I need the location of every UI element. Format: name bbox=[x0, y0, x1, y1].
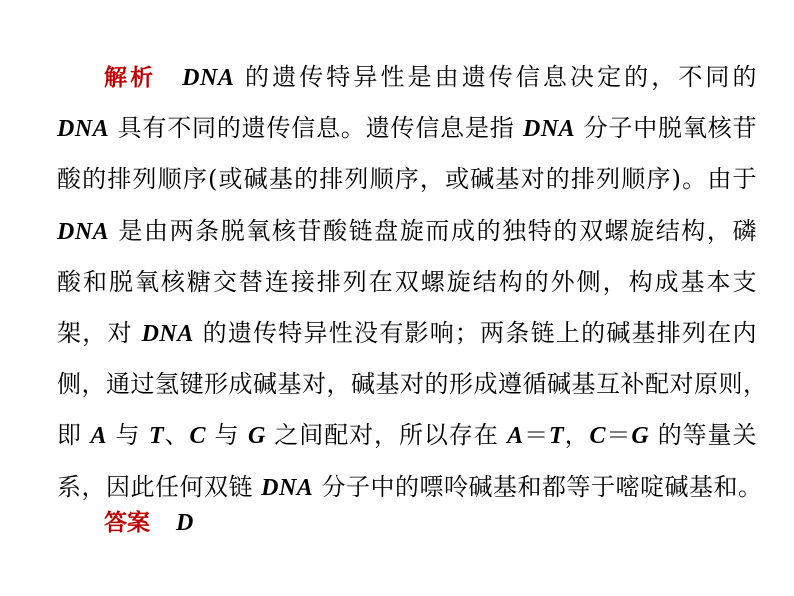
emphasis-term: DNA bbox=[57, 218, 110, 245]
analysis-line-4 bbox=[57, 210, 757, 252]
analysis-line-text bbox=[57, 370, 768, 398]
analysis-line-6 bbox=[57, 312, 757, 354]
emphasis-term: T bbox=[148, 423, 165, 450]
emphasis-term: DNA bbox=[182, 65, 235, 91]
emphasis-term: T bbox=[549, 423, 565, 450]
emphasis-term: G bbox=[248, 423, 266, 450]
analysis-line-1 bbox=[104, 56, 757, 98]
text-run: 即 bbox=[57, 421, 91, 450]
text-run: 、 bbox=[164, 421, 190, 450]
text-run: ， bbox=[564, 421, 590, 450]
analysis-line-2 bbox=[57, 107, 757, 149]
text-run: 侧，通过氢键形成碱基对，碱基对的形成遵循碱基互补配对原则， bbox=[57, 370, 768, 399]
text-run: ＝ bbox=[523, 421, 549, 450]
analysis-line-text bbox=[57, 268, 757, 296]
text-run: 与 bbox=[206, 421, 248, 450]
text-run: ＝ bbox=[606, 421, 632, 450]
text-run: 的遗传特异性没有影响；两条链上的碱基排列在内 bbox=[193, 319, 757, 347]
text-run: 的等量关 bbox=[649, 421, 757, 450]
emphasis-term: G bbox=[631, 423, 650, 450]
answer-row bbox=[104, 501, 193, 543]
emphasis-term: C bbox=[589, 423, 607, 450]
analysis-line-5 bbox=[57, 261, 757, 303]
text-run: 分子中的嘌呤碱基和都等于嘧啶碱基和。 bbox=[313, 472, 763, 501]
analysis-line-text bbox=[182, 63, 757, 91]
text-run: 具有不同的遗传信息。遗传信息是指 bbox=[109, 114, 524, 143]
emphasis-term: DNA bbox=[57, 116, 110, 143]
text-run: 之间配对，所以存在 bbox=[265, 421, 508, 450]
text-run: 是由两条脱氧核苷酸链盘旋而成的独特的双螺旋结构，磷 bbox=[109, 216, 757, 245]
text-run: 系，因此任何双链 bbox=[57, 472, 262, 501]
analysis-line-text bbox=[57, 217, 757, 245]
emphasis-term: DNA bbox=[141, 321, 194, 347]
text-run: 的遗传特异性是由遗传信息决定的，不同的 bbox=[234, 63, 757, 91]
text-run: 酸的排列顺序(或碱基的排列顺序，或碱基对的排列顺序)。由于 bbox=[57, 165, 757, 194]
answer-label: 答案 bbox=[104, 510, 150, 536]
analysis-line-3 bbox=[57, 158, 757, 200]
analysis-line-text bbox=[57, 319, 757, 347]
analysis-line-text bbox=[57, 114, 757, 142]
analysis-label: 解析 bbox=[104, 65, 157, 91]
emphasis-term: C bbox=[189, 423, 206, 450]
text-run: 酸和脱氧核糖交替连接排列在双螺旋结构的外侧，构成基本支 bbox=[57, 267, 757, 296]
text-run: 分子中脱氧核苷 bbox=[575, 114, 757, 143]
emphasis-term: DNA bbox=[523, 116, 576, 143]
emphasis-term: A bbox=[90, 423, 107, 450]
answer-value: D bbox=[176, 510, 194, 536]
text-run: 架，对 bbox=[57, 319, 142, 347]
analysis-line-8 bbox=[57, 414, 757, 456]
analysis-line-text bbox=[57, 473, 762, 501]
analysis-line-text bbox=[57, 165, 757, 193]
analysis-line-7 bbox=[57, 363, 768, 405]
emphasis-term: A bbox=[507, 423, 524, 450]
emphasis-term: DNA bbox=[261, 474, 314, 501]
analysis-line-text bbox=[57, 421, 757, 449]
text-run: 与 bbox=[106, 421, 149, 450]
